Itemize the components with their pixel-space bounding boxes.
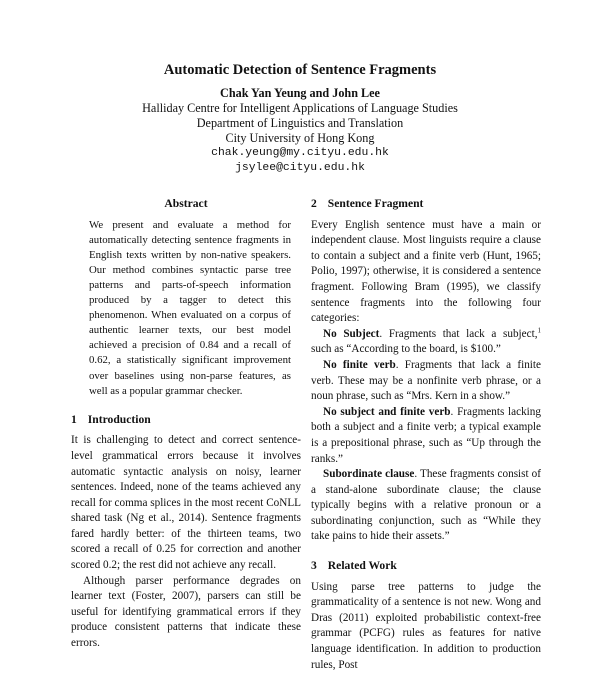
category-term: No finite verb: [323, 358, 396, 371]
paper-title: Automatic Detection of Sentence Fragments: [163, 62, 437, 78]
intro-paragraph-1: It is challenging to detect and correct sentence-level grammatical errors because it involves automatic syntactic analysis on noisy, learner sentences. Indeed, none of the teams achieved any recall for comma splices in the most recent CoNLL shared task (Ng et al., 2014). Sentence fragments fared hardly better: of the thirteen teams, two scored a recall of 0.25 for correction and another scored 0.2; the rest did not achieve any recall.: [71, 434, 301, 572]
left-column: [71, 196, 301, 652]
section-1-heading: [71, 412, 301, 428]
section-2-heading: [311, 196, 541, 212]
abstract-heading: Abstract: [164, 197, 208, 210]
footnote-marker: 1: [537, 326, 541, 335]
author-block: [0, 86, 600, 176]
author-names: Chak Yan Yeung and John Lee: [220, 86, 380, 100]
section-number: 2: [311, 197, 317, 210]
category-term: Subordinate clause: [323, 468, 415, 481]
category-text: . Fragments that lack a finite verb. These may be a nonfinite verb phrase, or a noun phrase, such as “Mrs. Kern in a show.”: [311, 358, 541, 403]
email-first-author: chak.yeung@my.cityu.edu.hk: [211, 147, 389, 159]
fragment-intro-paragraph: Every English sentence must have a main or independent clause. Most linguists require a clause to contain a subject and a finite verb (Hunt, 1965; Polio, 1997); otherwise, it is considered a sentence fragment. Following Bram (1995), we classify sentence fragments into the following four categories:: [311, 218, 541, 325]
section-number: 3: [311, 559, 317, 573]
category-no-subject-and-finite-verb: [311, 405, 541, 467]
section-number: 1: [71, 412, 77, 426]
category-subordinate-clause: [311, 467, 541, 545]
abstract-body: We present and evaluate a method for automatically detecting sentence fragments in English texts written by non-native speakers. Our method combines syntactic parse tree patterns and parts-of-speech information produced by a tagger to detect this phenomenon. When evaluated on a corpus of authentic learner texts, our best model achieved a precision of 0.84 and a recall of 0.62, a statistically significant improvement over baselines using non-parse features, as well as a popular grammar checker.: [89, 218, 291, 397]
section-title: Introduction: [87, 412, 151, 426]
right-column: [311, 196, 541, 673]
section-title: Related Work: [327, 559, 397, 573]
intro-paragraph-2: Although parser performance degrades on learner text (Foster, 2007), parsers can still be useful for identifying grammatical errors if they produce consistent patterns that indicate these errors.: [71, 574, 301, 650]
related-work-paragraph: Using parse tree patterns to judge the grammaticality of a sentence is not new. Wong and Dras (2011) exploited probabilistic context-free grammar (PCFG) rules as features for native language identification. In addition to production rules, Post: [311, 580, 541, 671]
affiliation-university: City University of Hong Kong: [225, 131, 375, 145]
section-title: Sentence Fragment: [327, 197, 424, 210]
category-text: . Fragments that lack a subject,: [379, 327, 538, 340]
category-term: No subject and finite verb: [323, 405, 451, 418]
category-term: No Subject: [323, 327, 380, 340]
section-3-heading: [311, 558, 541, 574]
email-second-author: jsylee@cityu.edu.hk: [235, 162, 365, 174]
category-text: . These fragments consist of a stand-alone subordinate clause; the clause typically begins with a relative pronoun or a subordinating conjunction, such as “While they take pains to hide their assets.”: [311, 468, 541, 543]
category-text: . Fragments lacking both a subject and a finite verb; a typical example is a prepositional phrase, such as “Up through the ranks.”: [311, 405, 541, 465]
affiliation-department: Department of Linguistics and Translation: [196, 116, 404, 130]
affiliation-centre: Halliday Centre for Intelligent Applications of Language Studies: [142, 101, 458, 115]
category-text-continued: such as “According to the board, is $100.”: [311, 343, 501, 356]
category-no-subject: [311, 327, 541, 358]
category-no-finite-verb: [311, 358, 541, 405]
